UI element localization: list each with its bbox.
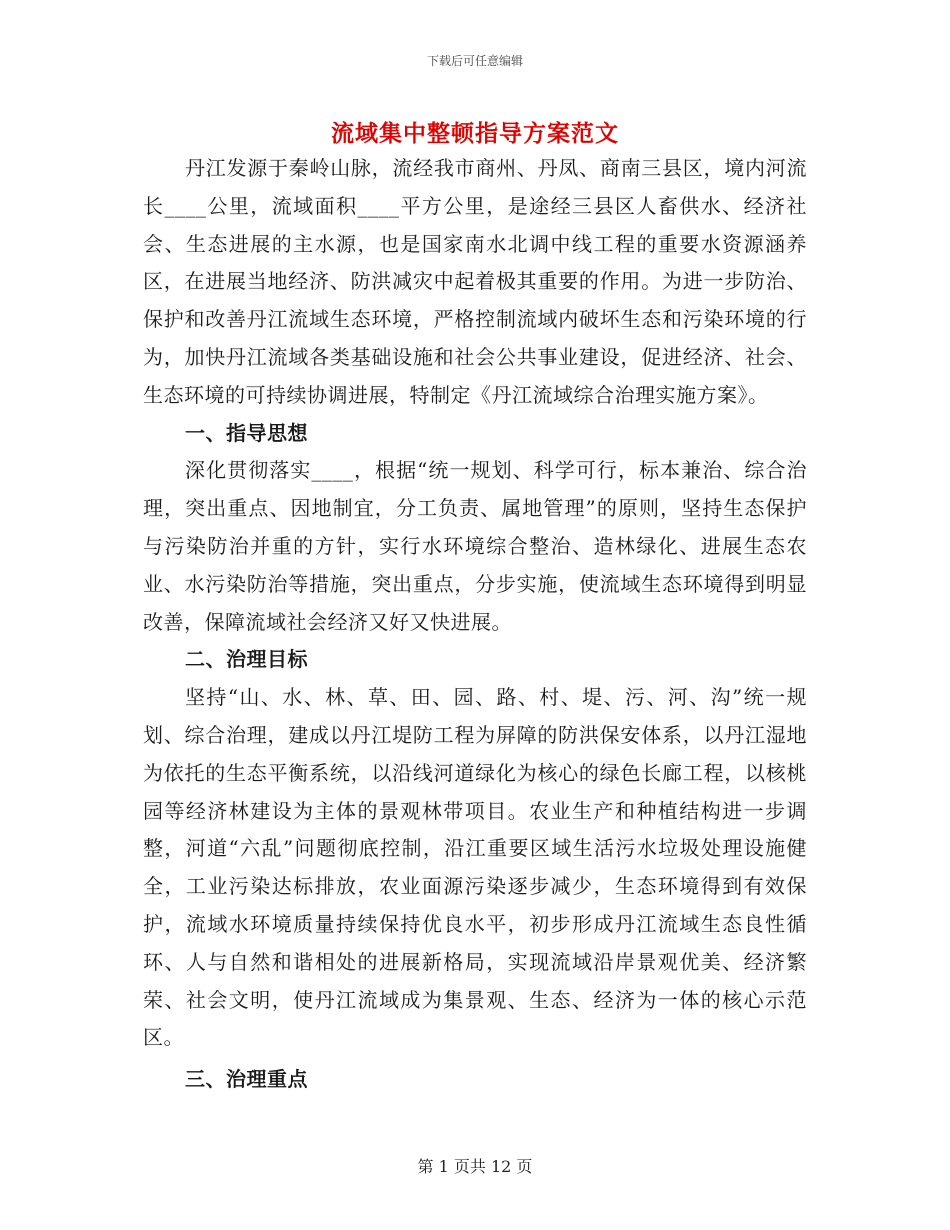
section-body-guiding-thought: 深化贯彻落实____，根据“统一规划、科学可行，标本兼治、综合治理，突出重点、因地制宜，分工负责、属地管理”的原则，坚持生态保护与污染防治并重的方针，实行水环境综合整治、造林绿化、进展生态农业、水污染防治等措施，突出重点，分步实施，使流域生态环境得到明显改善，保障流域社会经济又好又快进展。 xyxy=(143,458,807,634)
header-note: 下载后可任意编辑 xyxy=(426,54,523,68)
page-indicator: 第 1 页共 12 页 xyxy=(417,1157,533,1176)
section-body-goals: 坚持“山、水、林、草、田、园、路、村、堤、污、河、沟”统一规划、综合治理，建成以丹江堤防工程为屏障的防洪保安体系，以丹江湿地为依托的生态平衡系统，以沿线河道绿化为核心的绿色长廊工程，以核桃园等经济林建设为主体的景观林带项目。农业生产和种植结构进一步调整，河道“六乱”问题彻底控制，沿江重要区域生活污水垃圾处理设施健全，工业污染达标排放，农业面源污染逐步减少，生态环境得到有效保护，流域水环境质量持续保持优良水平，初步形成丹江流域生态良性循环、人与自然和谐相处的进展新格局，实现流域沿岸景观优美、经济繁荣、社会文明，使丹江流域成为集景观、生态、经济为一体的核心示范区。 xyxy=(143,685,807,1050)
intro-paragraph: 丹江发源于秦岭山脉，流经我市商州、丹凤、商南三县区，境内河流长____公里，流域面积____平方公里，是途经三县区人畜供水、经济社会、生态进展的主水源，也是国家南水北调中线工程的重要水资源涵养区，在进展当地经济、防洪减灾中起着极其重要的作用。为进一步防治、保护和改善丹江流域生态环境，严格控制流域内破坏生态和污染环境的行为，加快丹江流域各类基础设施和社会公共事业建设，促进经济、社会、生态环境的可持续协调进展，特制定《丹江流域综合治理实施方案》。 xyxy=(143,156,807,407)
section-heading-goals: 二、治理目标 xyxy=(185,647,308,672)
section-heading-key-points: 三、治理重点 xyxy=(185,1067,308,1092)
document-body xyxy=(143,150,807,1099)
document-title: 流域集中整顿指导方案范文 xyxy=(331,121,619,147)
section-heading-guiding-thought: 一、指导思想 xyxy=(185,420,308,445)
